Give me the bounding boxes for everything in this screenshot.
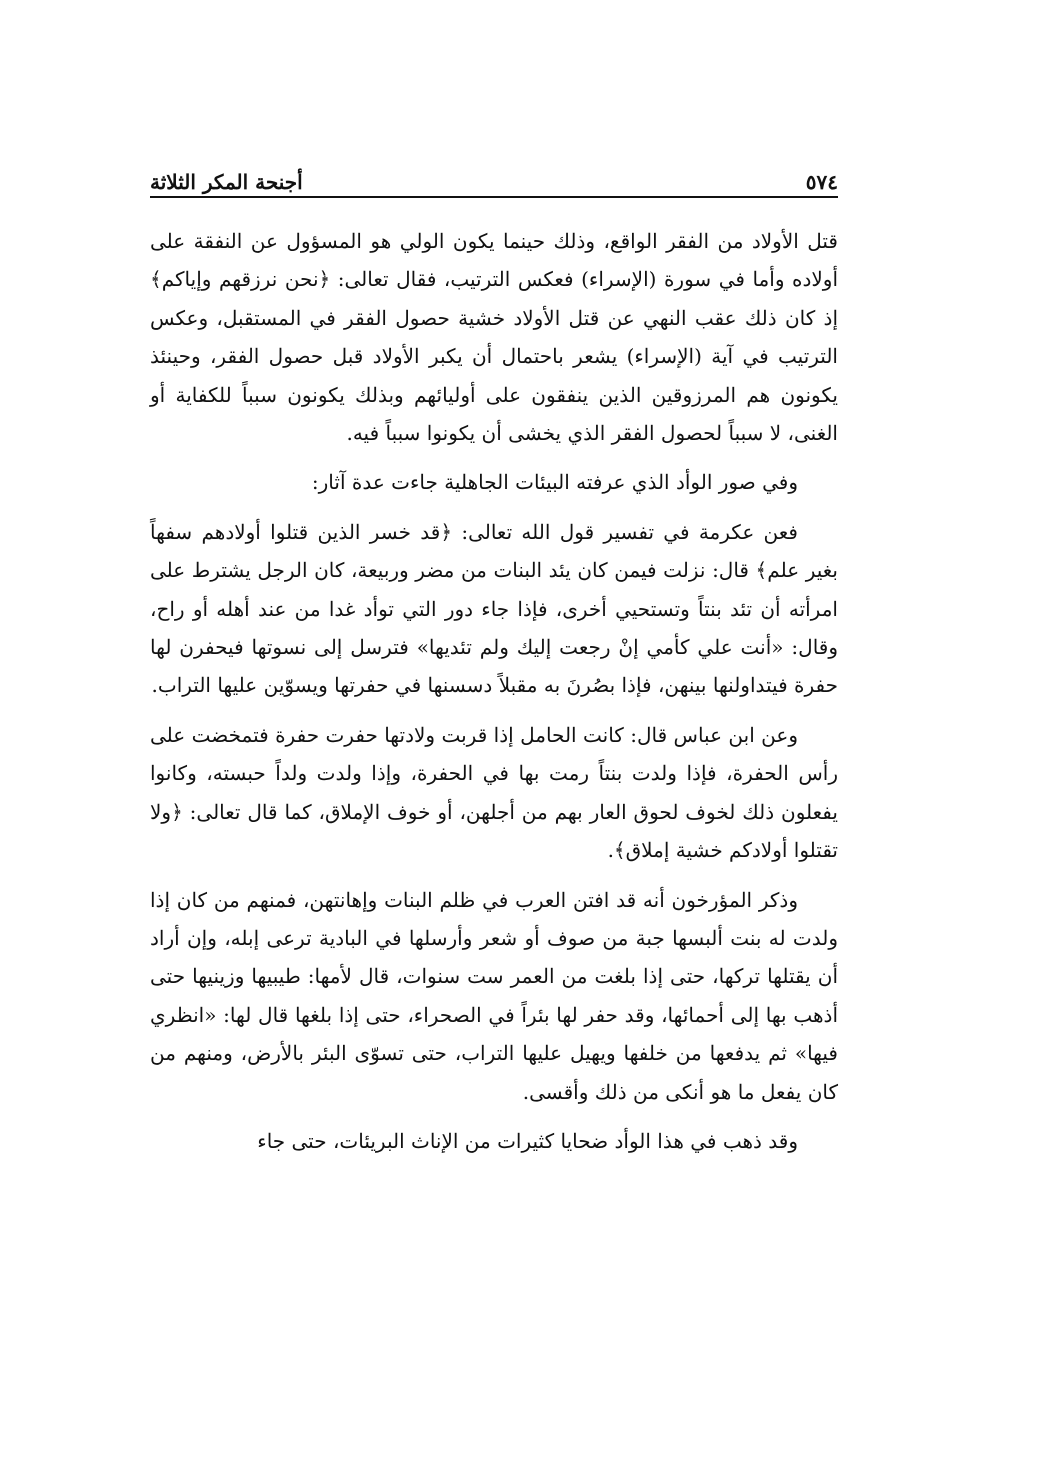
paragraph: وفي صور الوأد الذي عرفته البيئات الجاهلية جاءت عدة آثار:	[311, 470, 798, 495]
paragraph: وعن ابن عباس قال: كانت الحامل إذا قربت ولادتها حفرت حفرة فتمخضت على رأس الحفرة، فإذا ولدت بنتاً رمت بها في الحفرة، وإذا ولدت ولداً حبسته، وكانوا يفعلون ذلك لخوف لحوق العار بهم من أجلهن، أو خوف الإملاق، كما قال تعالى: ﴿ولا تقتلوا أولادكم خشية إملاق﴾.	[150, 722, 838, 863]
paragraph: وقد ذهب في هذا الوأد ضحايا كثيرات من الإناث البريئات، حتى جاء	[257, 1128, 798, 1153]
running-title: أجنحة المكر الثلاثة	[150, 170, 303, 194]
header-rule	[150, 196, 838, 198]
paragraph: وذكر المؤرخون أنه قد افتن العرب في ظلم البنات وإهانتهن، فمنهم من كان إذا ولدت له بنت ألبسها جبة من صوف أو شعر وأرسلها في البادية ترعى إبله، وإن أراد أن يقتلها تركها، حتى إذا بلغت من العمر ست سنوات، قال لأمها: طيبيها وزينيها حتى أذهب بها إلى أحمائها، وقد حفر لها بئراً في الصحراء، حتى إذا بلغها قال لها: «انظري فيها» ثم يدفعها من خلفها ويهيل عليها التراب، حتى تسوّى البئر بالأرض، ومنهم من كان يفعل ما هو أنكى من ذلك وأقسى.	[150, 887, 838, 1104]
paragraph: قتل الأولاد من الفقر الواقع، وذلك حينما يكون الولي هو المسؤول عن النفقة على أولاده وأما في سورة (الإسراء) فعكس الترتيب، فقال تعالى: ﴿نحن نرزقهم وإياكم﴾ إذ كان ذلك عقب النهي عن قتل الأولاد خشية حصول الفقر في المستقبل، وعكس الترتيب في آية (الإسراء) يشعر باحتمال أن يكبر الأولاد قبل حصول الفقر، وحينئذ يكونون هم المرزوقين الذين ينفقون على أوليائهم وبذلك يكونون سبباً للكفاية أو الغنى، لا سبباً لحصول الفقر الذي يخشى أن يكونوا سبباً فيه.	[150, 229, 838, 446]
page-body	[150, 222, 838, 1160]
page-header	[150, 162, 838, 196]
page-number: ٥٧٤	[805, 170, 838, 194]
paragraph: فعن عكرمة في تفسير قول الله تعالى: ﴿قد خسر الذين قتلوا أولادهم سفهاً بغير علم﴾ قال: نزلت فيمن كان يئد البنات من مضر وربيعة، كان الرجل يشترط على امرأته أن تئد بنتاً وتستحيي أخرى، فإذا جاء دور التي توأد غدا من عند أهله أو راح، وقال: «أنت علي كأمي إنْ رجعت إليك ولم تئديها» فترسل إلى نسوتها فيحفرن لها حفرة فيتداولنها بينهن، فإذا بصُرنَ به مقبلاً دسسنها في حفرتها ويسوّين عليها التراب.	[150, 519, 838, 698]
